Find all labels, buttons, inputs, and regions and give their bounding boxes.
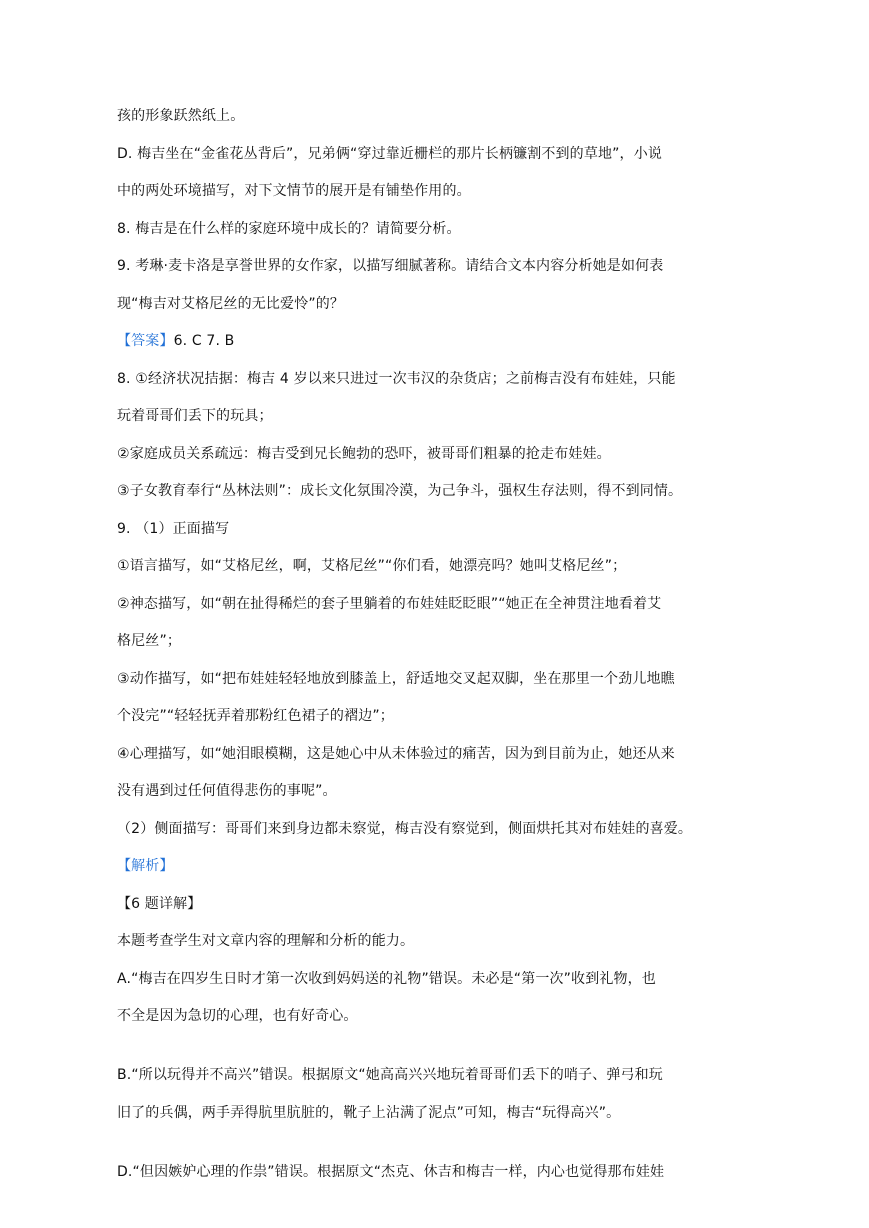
text-line: D. 梅吉坐在“金雀花丛背后”，兄弟俩“穿过靠近栅栏的那片长柄镰割不到的草地”，小说: [117, 145, 662, 162]
text-line: ④心理描写，如“她泪眼模糊，这是她心中从未体验过的痛苦，因为到目前为止，她还从来: [117, 745, 675, 762]
text-line: 旧了的兵偶，两手弄得肮里肮脏的，靴子上沾满了泥点”可知，梅吉“玩得高兴”。: [117, 1104, 621, 1121]
option-d: D.“但因嫉妒心理的作祟”错误。根据原文“杰克、休吉和梅吉一样，内心也觉得那布娃娃: [117, 1163, 665, 1180]
answer-8: 8. ①经济状况拮据：梅吉 4 岁以来只进过一次韦汉的杂货店；之前梅吉没有布娃娃，只能: [117, 370, 676, 387]
text-line: 现“梅吉对艾格尼丝的无比爱怜”的？: [117, 295, 345, 312]
text-line: ②神态描写，如“朝在扯得稀烂的套子里躺着的布娃娃眨眨眼”“她正在全神贯注地看着艾: [117, 595, 662, 612]
text-line: 玩着哥哥们丢下的玩具；: [117, 408, 273, 424]
text-line: 孩的形象跃然纸上。: [117, 108, 245, 124]
text-line: 格尼丝”；: [117, 633, 182, 649]
question-8: 8. 梅吉是在什么样的家庭环境中成长的？请简要分析。: [117, 220, 461, 237]
option-a: A.“梅吉在四岁生日时才第一次收到妈妈送的礼物”错误。未必是“第一次”收到礼物，也: [117, 970, 656, 987]
document-page: [117, 106, 747, 1199]
question-9: 9. 考琳·麦卡洛是享誉世界的女作家，以描写细腻著称。请结合文本内容分析她是如何表: [117, 258, 664, 274]
text-line: 中的两处环境描写，对下文情节的展开是有铺垫作用的。: [117, 183, 471, 199]
text-line: ①语言描写，如“艾格尼丝，啊，艾格尼丝”“你们看，她漂亮吗？她叫艾格尼丝”；: [117, 558, 627, 574]
text-line: 个没完”“轻轻抚弄着那粉红色裙子的褶边”；: [117, 708, 394, 724]
text-line: ③动作描写，如“把布娃娃轻轻地放到膝盖上，舒适地交叉起双脚，坐在那里一个劲儿地瞧: [117, 670, 675, 687]
answer-9: 9. （1）正面描写: [117, 520, 230, 537]
section-heading: 【6 题详解】: [117, 895, 202, 912]
text-line: 本题考查学生对文章内容的理解和分析的能力。: [117, 933, 415, 949]
answer-values: 6. C 7. B: [173, 333, 235, 349]
option-b: B.“所以玩得并不高兴”错误。根据原文“她高高兴兴地玩着哥哥们丢下的哨子、弹弓和玩: [117, 1067, 663, 1083]
text-line: ③子女教育奉行“丛林法则”：成长文化氛围冷漠，为己争斗，强权生存法则，得不到同情。: [117, 483, 683, 499]
text-line: 不全是因为急切的心理，也有好奇心。: [117, 1008, 358, 1024]
answer-tag: 【答案】: [117, 333, 174, 349]
answer-line: [117, 331, 747, 352]
text-line: （2）侧面描写：哥哥们来到身边都未察觉，梅吉没有察觉到，侧面烘托其对布娃娃的喜爱。: [117, 820, 693, 837]
analysis-tag: 【解析】: [117, 858, 174, 874]
text-line: 没有遇到过任何值得悲伤的事呢”。: [117, 783, 337, 799]
text-line: ②家庭成员关系疏远：梅吉受到兄长鲍勃的恐吓，被哥哥们粗暴的抢走布娃娃。: [117, 445, 611, 462]
